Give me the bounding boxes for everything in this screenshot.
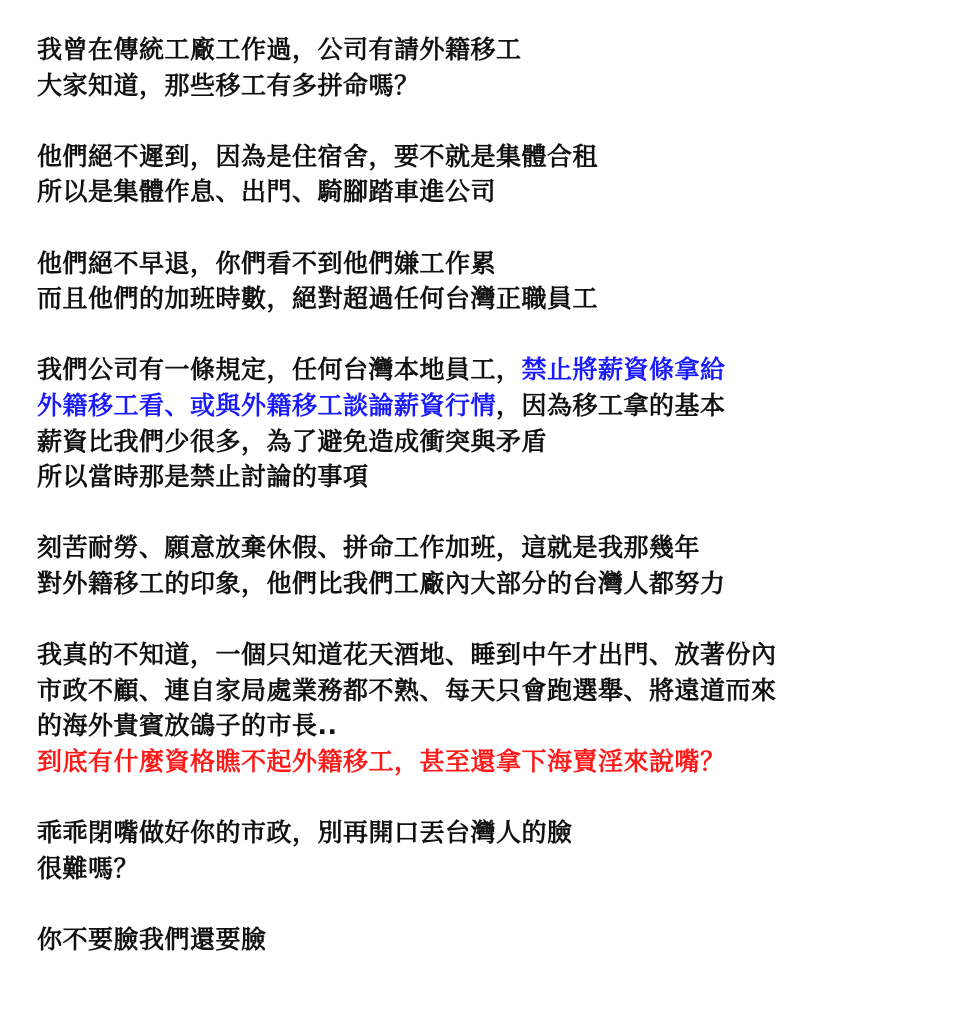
text-segment: ，因為移工拿的基本 [496,390,726,420]
text-line: 市政不顧、連自家局處業務都不熟、每天只會跑選舉、將遠道而來 [37,675,777,705]
text-line: 很難嗎？ [37,853,140,883]
text-line [37,352,937,388]
text-line: 薪資比我們少很多，為了避免造成衝突與矛盾 [37,426,548,456]
paragraph-3 [37,246,937,317]
text-line: 我曾在傳統工廠工作過，公司有請外籍移工 [37,35,522,64]
post-text [37,32,937,957]
text-line: 而且他們的加班時數，絕對超過任何台灣正職員工 [37,284,599,314]
highlighted-text-red: 到底有什麼資格瞧不起外籍移工，甚至還拿下海賣淫來說嘴？ [37,746,726,776]
paragraph-6 [37,637,937,779]
text-line: 乖乖閉嘴做好你的市政，別再開口丟台灣人的臉 [37,818,573,848]
text-line: 的海外貴賓放鴿子的市長.. [37,711,338,741]
text-line: 他們絕不遲到，因為是住宿舍，要不就是集體合租 [37,141,599,171]
text-line: 對外籍移工的印象，他們比我們工廠內大部分的台灣人都努力 [37,568,726,598]
text-segment: 我們公司有一條規定，任何台灣本地員工， [37,355,522,385]
highlighted-text-blue: 外籍移工看、或與外籍移工談論薪資行情 [37,390,497,420]
paragraph-7 [37,815,937,886]
text-line: 我真的不知道，一個只知道花天酒地、睡到中午才出門、放著份內 [37,640,777,670]
highlighted-text-blue: 禁止將薪資條拿給 [521,355,726,385]
paragraph-5 [37,530,937,601]
text-line: 所以當時那是禁止討論的事項 [37,462,369,492]
text-line: 你不要臉我們還要臉 [37,924,267,954]
text-line [37,388,937,424]
text-line: 刻苦耐勞、願意放棄休假、拼命工作加班，這就是我那幾年 [37,533,701,563]
paragraph-2 [37,139,937,210]
text-line: 他們絕不早退，你們看不到他們嫌工作累 [37,248,497,278]
paragraph-4 [37,352,937,494]
paragraph-8 [37,922,937,958]
text-line: 大家知道，那些移工有多拼命嗎？ [37,70,420,100]
paragraph-1 [37,32,937,103]
text-line: 所以是集體作息、出門、騎腳踏車進公司 [37,177,497,207]
